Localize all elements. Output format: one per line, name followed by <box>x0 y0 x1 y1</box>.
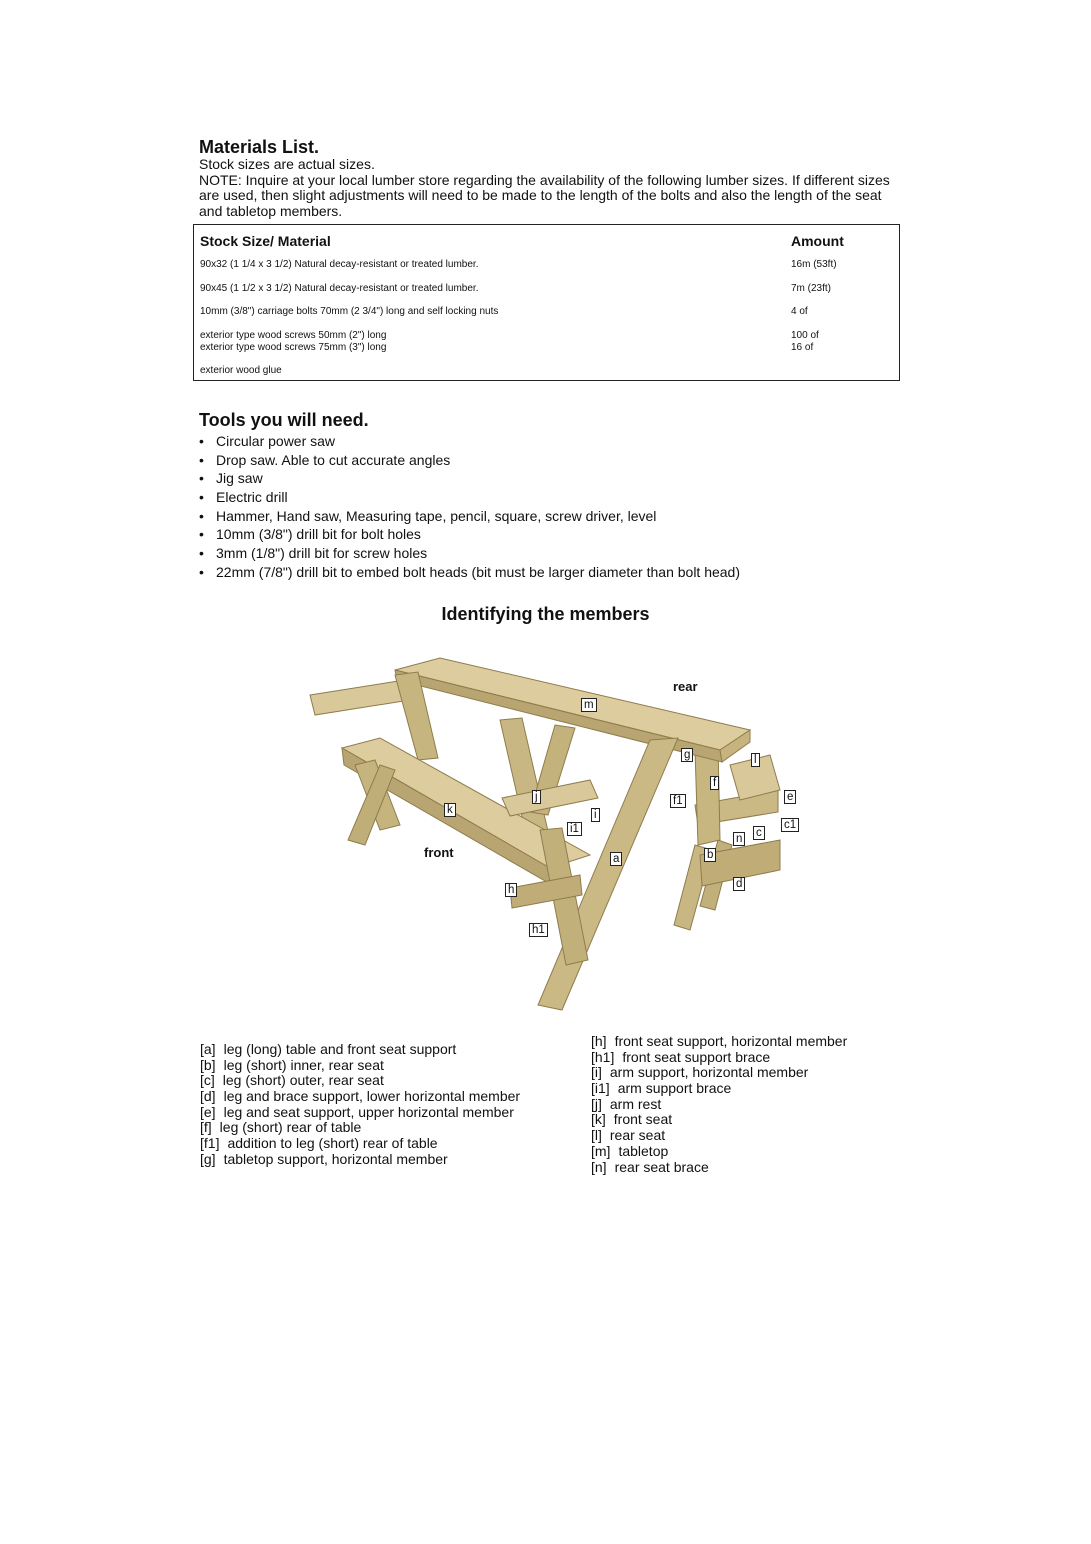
legend-key: [m] <box>591 1142 611 1159</box>
callout-h1: h1 <box>529 923 548 937</box>
tools-title: Tools you will need. <box>199 410 369 430</box>
legend-text: front seat support brace <box>622 1048 771 1065</box>
callout-n: n <box>733 832 745 846</box>
amount-cell: 100 of <box>791 330 819 341</box>
tools-list <box>199 432 740 582</box>
callout-i1: i1 <box>567 822 582 836</box>
legend-key: [e] <box>200 1103 216 1120</box>
list-item: • Drop saw. Able to cut accurate angles <box>199 451 740 470</box>
legend-key: [a] <box>200 1041 216 1057</box>
rear-label: rear <box>673 679 698 694</box>
legend-text: leg (long) table and front seat support <box>223 1041 457 1057</box>
header-amount: Amount <box>791 233 844 249</box>
legend-text: arm rest <box>609 1095 662 1112</box>
callout-h: h <box>505 883 517 897</box>
legend-item <box>591 1065 847 1081</box>
legend-text: tabletop support, horizontal member <box>223 1150 448 1167</box>
callout-m: m <box>581 698 597 712</box>
callout-c1: c1 <box>781 818 799 832</box>
legend-text: arm support, horizontal member <box>609 1064 809 1081</box>
legend-key: [f] <box>200 1119 212 1136</box>
picnic-table-drawing <box>300 640 800 1025</box>
legend-item <box>591 1144 847 1160</box>
material-cell: exterior wood glue <box>200 365 282 376</box>
legend-left <box>200 1042 520 1168</box>
legend-key: [f1] <box>200 1135 220 1152</box>
legend-item <box>200 1042 520 1058</box>
legend-key: [n] <box>591 1158 607 1175</box>
callout-d: d <box>733 877 745 891</box>
callout-i: i <box>591 808 600 822</box>
legend-item <box>591 1081 847 1097</box>
callout-a: a <box>610 852 622 866</box>
legend-item <box>591 1160 847 1176</box>
legend-text: front seat support, horizontal member <box>614 1033 848 1049</box>
amount-cell: 4 of <box>791 306 808 317</box>
list-item: • 3mm (1/8") drill bit for screw holes <box>199 544 740 563</box>
legend-item <box>200 1152 520 1168</box>
legend-key: [l] <box>591 1127 602 1144</box>
material-cell: 90x45 (1 1/2 x 3 1/2) Natural decay-resistant or treated lumber. <box>200 283 479 294</box>
legend-item <box>200 1058 520 1074</box>
legend-text: leg (short) inner, rear seat <box>223 1056 384 1073</box>
legend-item <box>591 1112 847 1128</box>
amount-cell: 7m (23ft) <box>791 283 832 294</box>
legend-key: [j] <box>591 1095 602 1112</box>
materials-title: Materials List. <box>199 137 320 157</box>
callout-k: k <box>444 803 456 817</box>
list-item: • Electric drill <box>199 488 740 507</box>
legend-key: [i1] <box>591 1080 610 1097</box>
amount-cell: 16 of <box>791 342 814 353</box>
legend-item <box>591 1097 847 1113</box>
legend-item <box>591 1128 847 1144</box>
callout-e: e <box>784 790 796 804</box>
callout-j: j <box>532 790 541 804</box>
legend-text: rear seat brace <box>614 1158 709 1175</box>
callout-f: f <box>710 776 719 790</box>
legend-key: [b] <box>200 1056 216 1073</box>
legend-key: [d] <box>200 1088 216 1105</box>
legend-item <box>591 1050 847 1066</box>
legend-text: leg and seat support, upper horizontal member <box>223 1103 514 1120</box>
note-line-1: Stock sizes are actual sizes. <box>199 156 375 172</box>
material-cell: exterior type wood screws 50mm (2") long <box>200 330 387 341</box>
legend-item <box>591 1034 847 1050</box>
legend-key: [g] <box>200 1150 216 1167</box>
legend-key: [h] <box>591 1033 607 1049</box>
legend-item <box>200 1120 520 1136</box>
legend-text: leg and brace support, lower horizontal member <box>223 1088 521 1105</box>
materials-table <box>193 224 900 381</box>
legend-right <box>591 1034 847 1175</box>
callout-c: c <box>753 826 765 840</box>
list-item: • Hammer, Hand saw, Measuring tape, pencil, square, screw driver, level <box>199 507 740 526</box>
list-item: • 10mm (3/8") drill bit for bolt holes <box>199 525 740 544</box>
callout-f1: f1 <box>670 794 686 808</box>
legend-text: addition to leg (short) rear of table <box>227 1135 438 1152</box>
note-line-2: NOTE: Inquire at your local lumber store regarding the availability of the following lumber sizes. If different sizes are used, then slight adjustments will need to be made to the length of the bolts and also the length of the seat and tabletop members. <box>199 171 890 219</box>
legend-text: arm support brace <box>617 1080 732 1097</box>
callout-b: b <box>704 848 716 862</box>
legend-key: [c] <box>200 1072 215 1089</box>
picnic-table-figure <box>300 640 800 1025</box>
legend-item <box>200 1073 520 1089</box>
callout-g: g <box>681 748 693 762</box>
legend-text: rear seat <box>609 1127 666 1144</box>
members-title: Identifying the members <box>441 604 650 624</box>
legend-text: tabletop <box>618 1142 669 1159</box>
material-cell: 90x32 (1 1/4 x 3 1/2) Natural decay-resistant or treated lumber. <box>200 259 479 270</box>
amount-cell: 16m (53ft) <box>791 259 837 270</box>
materials-note <box>199 157 899 219</box>
list-item: • 22mm (7/8") drill bit to embed bolt heads (bit must be larger diameter than bolt head) <box>199 563 740 582</box>
material-cell: exterior type wood screws 75mm (3") long <box>200 342 387 353</box>
legend-item <box>200 1089 520 1105</box>
legend-text: front seat <box>613 1111 673 1128</box>
header-material: Stock Size/ Material <box>200 233 331 249</box>
front-label: front <box>424 845 454 860</box>
legend-key: [h1] <box>591 1048 615 1065</box>
callout-l: l <box>751 753 760 767</box>
list-item: • Jig saw <box>199 469 740 488</box>
list-item: • Circular power saw <box>199 432 740 451</box>
legend-item <box>200 1105 520 1121</box>
legend-item <box>200 1136 520 1152</box>
legend-text: leg (short) outer, rear seat <box>222 1072 384 1089</box>
legend-key: [i] <box>591 1064 602 1081</box>
legend-key: [k] <box>591 1111 606 1128</box>
material-cell: 10mm (3/8") carriage bolts 70mm (2 3/4") long and self locking nuts <box>200 306 499 317</box>
legend-text: leg (short) rear of table <box>219 1119 362 1136</box>
left-arm-rest <box>310 680 410 715</box>
